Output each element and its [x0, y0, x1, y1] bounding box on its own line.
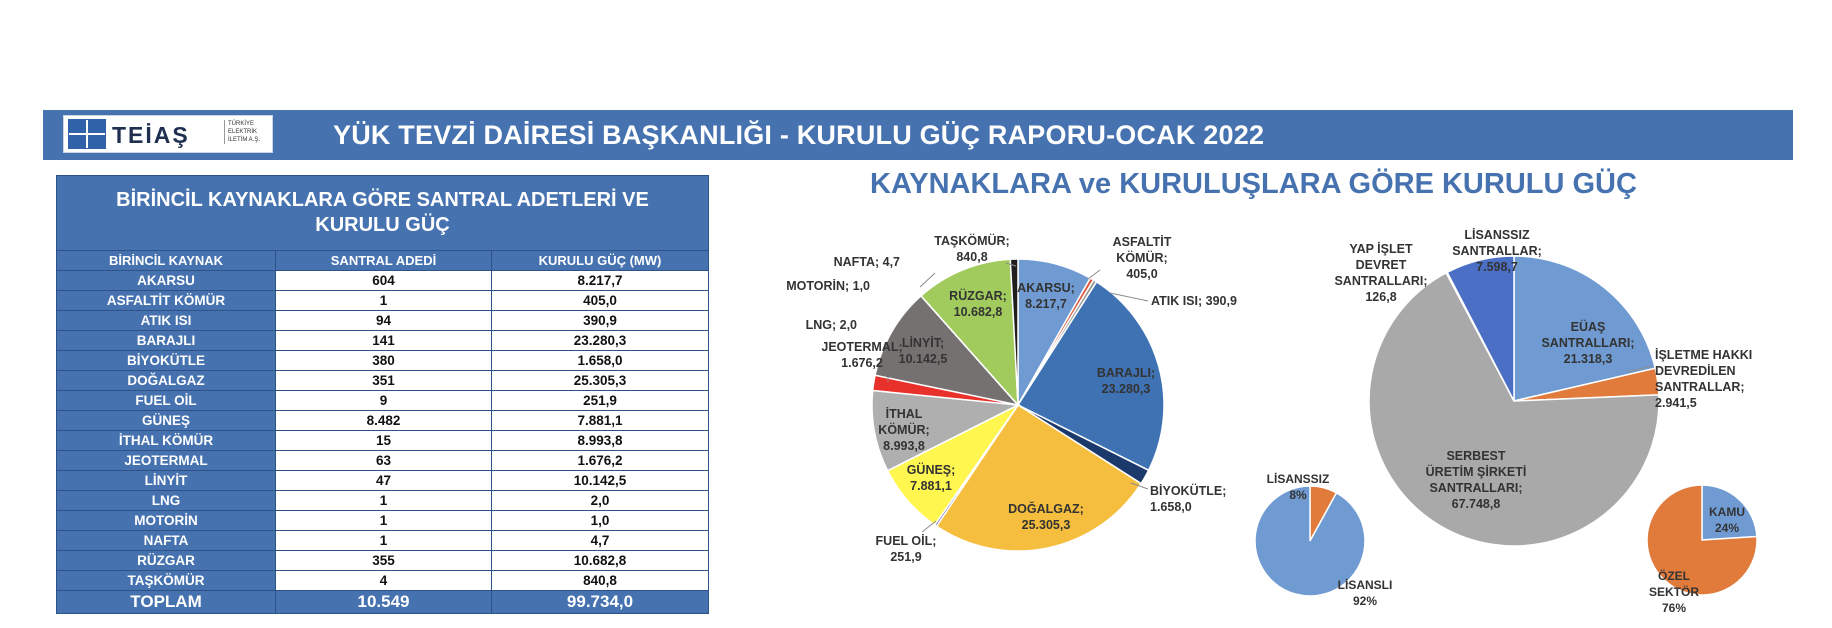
slice-label-line: ATIK ISI; 390,9 — [1151, 294, 1237, 308]
slice-label — [1334, 241, 1427, 304]
slice-label-line: AKARSU; — [1017, 281, 1075, 295]
slice-label-line: SERBEST — [1446, 449, 1506, 463]
installed-power: 8.217,7 — [492, 271, 709, 291]
slice-label-line: 8% — [1289, 488, 1307, 502]
slice-label — [1655, 347, 1752, 410]
slice-label — [1150, 483, 1226, 514]
slice-label-line: KÖMÜR; — [1116, 251, 1168, 265]
source-name: BİYOKÜTLE — [57, 351, 276, 371]
slice-label-line: SANTRALLARI; — [1541, 336, 1635, 350]
installed-power: 7.881,1 — [492, 411, 709, 431]
slice-label-line: DEVRET — [1355, 258, 1407, 272]
plant-count: 1 — [276, 491, 492, 511]
report-title: YÜK TEVZİ DAİRESİ BAŞKANLIĞI - KURULU GÜÇ RAPORU-OCAK 2022 — [333, 120, 1265, 150]
slice-label-line: MOTORİN; 1,0 — [786, 279, 870, 293]
slice-label — [806, 318, 857, 332]
slice-label-line: KÖMÜR; — [878, 423, 930, 437]
source-name: TAŞKÖMÜR — [57, 571, 276, 591]
slice-label-line: GÜNEŞ; — [906, 463, 956, 477]
plant-count: 1 — [276, 531, 492, 551]
source-name: FUEL OİL — [57, 391, 276, 411]
slice-label-line: DEVREDİLEN — [1655, 364, 1736, 378]
slice-label-line: FUEL OİL; — [875, 534, 937, 548]
plant-count: 8.482 — [276, 411, 492, 431]
source-name: JEOTERMAL — [57, 451, 276, 471]
source-name: NAFTA — [57, 531, 276, 551]
slice-label-line: LİSANSSIZ — [1266, 472, 1330, 486]
slice-label-line: JEOTERMAL; — [821, 340, 903, 354]
installed-power: 251,9 — [492, 391, 709, 411]
installed-power: 405,0 — [492, 291, 709, 311]
plant-count: 1 — [276, 291, 492, 311]
slice-label — [1338, 577, 1393, 608]
slice-label-line: SANTRALLARI; — [1334, 274, 1428, 288]
slice-label-line: 21.318,3 — [1563, 352, 1613, 366]
slice-label-line: 7.881,1 — [910, 479, 952, 493]
total-plant-count: 10.549 — [276, 591, 492, 614]
slice-label — [1113, 234, 1172, 281]
plant-count: 1 — [276, 511, 492, 531]
slice-label-line: RÜZGAR; — [949, 289, 1007, 303]
slice-label-line: 1.658,0 — [1150, 500, 1192, 514]
slice-label-line: SANTRALLARI; — [1429, 481, 1523, 495]
slice-label-line: 25.305,3 — [1021, 518, 1071, 532]
plant-count: 380 — [276, 351, 492, 371]
column-header: KURULU GÜÇ (MW) — [492, 251, 709, 271]
leader-line — [922, 521, 936, 532]
pie-chart-1 — [786, 233, 1237, 564]
installed-power: 10.682,8 — [492, 551, 709, 571]
plant-count: 94 — [276, 311, 492, 331]
pie-chart-4 — [1647, 485, 1757, 615]
installed-power: 1.658,0 — [492, 351, 709, 371]
logo-subtext-line: İLETİM A.Ş. — [228, 137, 261, 143]
slice-label-line: BARAJLI; — [1096, 366, 1156, 380]
total-installed-power: 99.734,0 — [492, 591, 709, 614]
slice-label-line: 840,8 — [956, 250, 988, 264]
source-name: ATIK ISI — [57, 311, 276, 331]
plant-count: 63 — [276, 451, 492, 471]
logo-subtext-line: TÜRKİYE — [228, 121, 255, 127]
plant-count: 47 — [276, 471, 492, 491]
slice-label-line: İŞLETME HAKKI — [1655, 348, 1753, 362]
installed-power: 840,8 — [492, 571, 709, 591]
slice-label — [878, 406, 929, 453]
slice-label-line: 251,9 — [890, 550, 922, 564]
logo-text: TEİAŞ — [112, 122, 190, 148]
plant-count: 141 — [276, 331, 492, 351]
slice-label-line: 76% — [1661, 601, 1687, 615]
plant-count: 9 — [276, 391, 492, 411]
pie-chart-3 — [1255, 471, 1392, 608]
column-header: SANTRAL ADEDİ — [276, 251, 492, 271]
plant-count: 604 — [276, 271, 492, 291]
plant-count: 4 — [276, 571, 492, 591]
slice-label-line: 92% — [1352, 594, 1378, 608]
slice-label-line: LİNYİT; — [901, 336, 945, 350]
slice-label-line: 8.993,8 — [883, 439, 925, 453]
source-name: MOTORİN — [57, 511, 276, 531]
slice-label-line: 8.217,7 — [1025, 297, 1067, 311]
chart-title: KAYNAKLARA ve KURULUŞLARA GÖRE KURULU GÜÇ — [870, 168, 1637, 200]
slice-label-line: SEKTÖR — [1648, 585, 1700, 599]
slice-label — [876, 533, 937, 564]
table-title-line: BİRİNCİL KAYNAKLARA GÖRE SANTRAL ADETLERİ VE — [116, 189, 649, 211]
installed-power: 23.280,3 — [492, 331, 709, 351]
slice-label-line: NAFTA; 4,7 — [833, 255, 900, 269]
total-label: TOPLAM — [57, 591, 276, 614]
slice-label-line: 7.598,7 — [1476, 260, 1518, 274]
source-name: RÜZGAR — [57, 551, 276, 571]
source-name: AKARSU — [57, 271, 276, 291]
slice-label-line: 24% — [1714, 521, 1740, 535]
source-name: BARAJLI — [57, 331, 276, 351]
slice-label-line: LİSANSSIZ — [1464, 228, 1530, 242]
plant-count: 355 — [276, 551, 492, 571]
slice-label-line: 2.941,5 — [1655, 396, 1697, 410]
slice-label-line: ÖZEL — [1658, 569, 1690, 583]
slice-label-line: BİYOKÜTLE; — [1150, 484, 1227, 498]
logo-subtext-line: ELEKTRİK — [228, 129, 258, 135]
installed-power: 2,0 — [492, 491, 709, 511]
slice-label — [934, 233, 1009, 264]
installed-power: 1.676,2 — [492, 451, 709, 471]
installed-power: 4,7 — [492, 531, 709, 551]
installed-power: 390,9 — [492, 311, 709, 331]
plant-count: 351 — [276, 371, 492, 391]
installed-power: 8.993,8 — [492, 431, 709, 451]
slice-label-line: LİSANSLI — [1337, 578, 1393, 592]
slice-label-line: 1.676,2 — [841, 356, 883, 370]
slice-label-line: KAMU — [1709, 505, 1745, 519]
slice-label-line: SANTRALLAR; — [1452, 244, 1542, 258]
slice-label-line: İTHAL — [885, 407, 923, 421]
slice-label-line: 10.682,8 — [953, 305, 1003, 319]
source-name: İTHAL KÖMÜR — [57, 431, 276, 451]
column-header: BİRİNCİL KAYNAK — [57, 251, 276, 271]
slice-label-line: EÜAŞ — [1570, 320, 1606, 334]
source-name: ASFALTİT KÖMÜR — [57, 291, 276, 311]
leader-line — [920, 273, 935, 287]
slice-label — [1151, 294, 1237, 308]
slice-label — [834, 255, 900, 269]
installed-power: 10.142,5 — [492, 471, 709, 491]
leader-line — [1088, 270, 1100, 279]
slice-label-line: DOĞALGAZ; — [1008, 502, 1084, 516]
installed-power: 1,0 — [492, 511, 709, 531]
source-name: GÜNEŞ — [57, 411, 276, 431]
slice-label-line: 126,8 — [1365, 290, 1397, 304]
installed-power: 25.305,3 — [492, 371, 709, 391]
slice-label-line: ÜRETİM ŞİRKETİ — [1425, 465, 1527, 479]
slice-label-line: SANTRALLAR; — [1655, 380, 1745, 394]
source-name: DOĞALGAZ — [57, 371, 276, 391]
slice-label-line: 405,0 — [1126, 267, 1158, 281]
slice-label-line: TAŞKÖMÜR; — [934, 234, 1010, 248]
table-title-line: KURULU GÜÇ — [315, 214, 450, 236]
source-name: LNG — [57, 491, 276, 511]
slice-label-line: 67.748,8 — [1451, 497, 1501, 511]
slice-label — [786, 278, 870, 293]
slice-label-line: 10.142,5 — [898, 352, 948, 366]
slice-label-line: LNG; 2,0 — [805, 318, 857, 332]
slice-label-line: 23.280,3 — [1101, 382, 1151, 396]
slice-label-line: YAP İŞLET — [1349, 242, 1413, 256]
plant-count: 15 — [276, 431, 492, 451]
slice-label-line: ASFALTİT — [1112, 235, 1172, 249]
source-name: LİNYİT — [57, 471, 276, 491]
